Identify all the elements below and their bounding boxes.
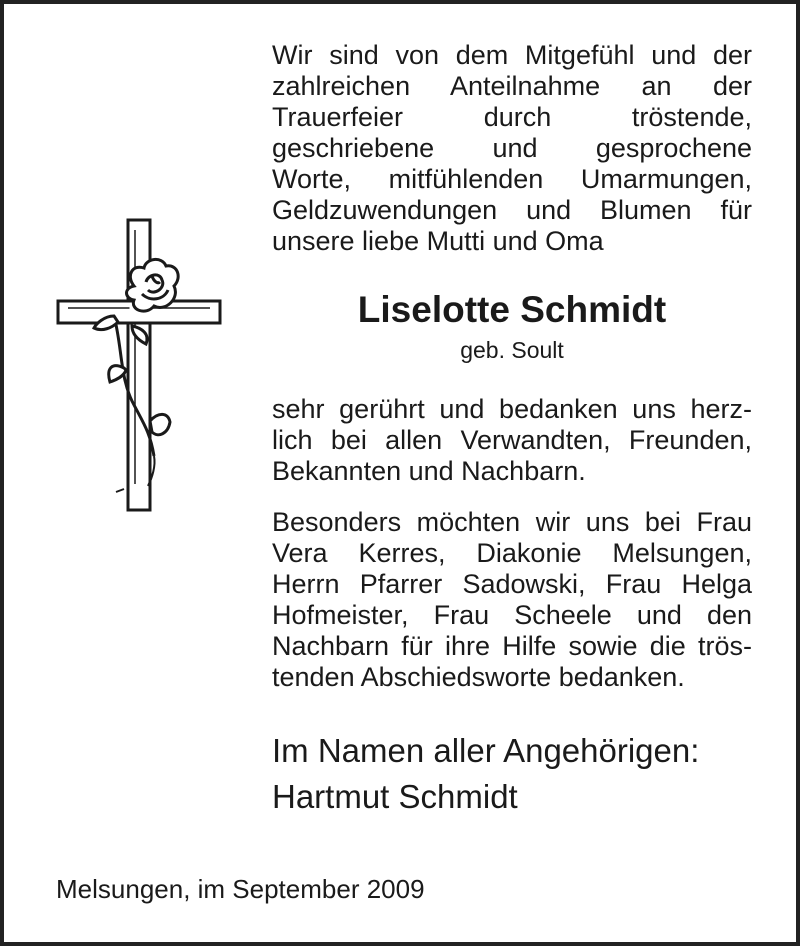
cross-with-rose-icon [54,216,226,514]
special-thanks-line: Besonders möchten wir uns bei Frau [272,507,752,537]
thanks-line: lich bei allen Verwandten, Freunden, [272,425,752,455]
maiden-name: geb. Soult [460,337,564,363]
thanks-line: sehr gerührt und bedanken uns herz- [272,394,752,424]
special-thanks-line: Herrn Pfarrer Sadowski, Frau Helga [272,569,752,599]
intro-line: Geldzuwendungen und Blumen für [272,195,752,225]
intro-line: Trauerfeier durch tröstende, [272,102,752,132]
special-thanks-line: Nachbarn für ihre Hilfe sowie die trös- [272,631,752,661]
special-thanks-paragraph [272,507,752,693]
intro-line: Worte, mitfühlenden Umarmungen, [272,164,752,194]
intro-line: unsere liebe Mutti und Oma [272,226,604,256]
signature-name: Hartmut Schmidt [272,778,518,815]
intro-paragraph [272,40,752,257]
deceased-name: Liselotte Schmidt [357,289,667,330]
special-thanks-line: Hofmeister, Frau Scheele und den [272,600,752,630]
thanks-paragraph [272,394,752,487]
intro-line: geschriebene und gesprochene [272,133,752,163]
thanks-line: Bekannten und Nachbarn. [272,456,586,486]
intro-line: zahlreichen Anteilnahme an der [272,71,752,101]
intro-line: Wir sind von dem Mitgefühl und der [272,40,752,70]
special-thanks-line: tenden Abschiedsworte bedanken. [272,662,685,692]
signature-intro: Im Namen aller Angehörigen: [272,732,700,769]
special-thanks-line: Vera Kerres, Diakonie Melsungen, [272,538,752,568]
place-and-date: Melsungen, im September 2009 [56,874,425,904]
